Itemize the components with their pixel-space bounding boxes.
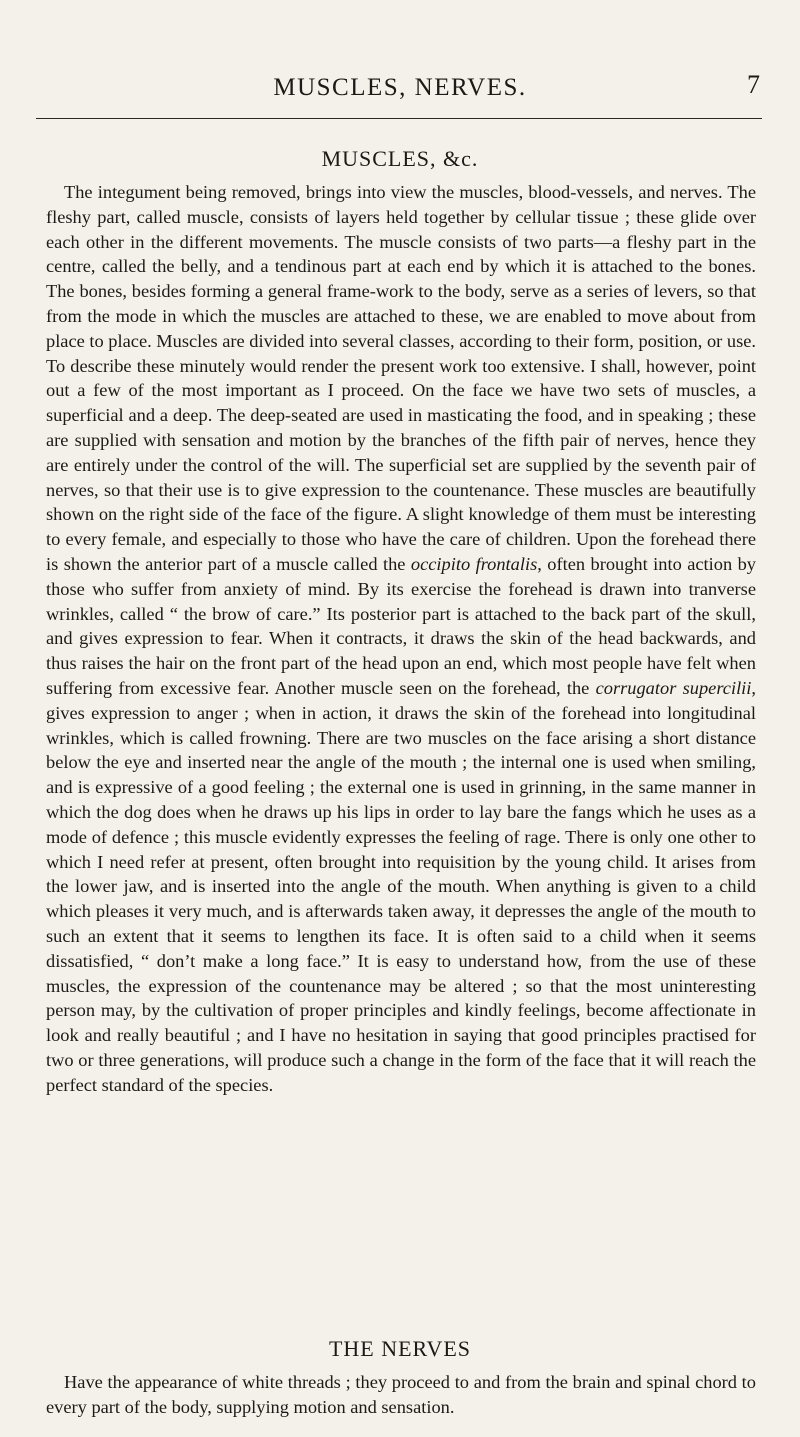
header-rule (36, 118, 762, 119)
muscles-paragraph (46, 180, 756, 1097)
latin-term: corrugator supercilii (595, 677, 752, 698)
running-title: MUSCLES, NERVES. (273, 74, 527, 101)
running-head (0, 70, 800, 114)
nerves-paragraph (46, 1370, 756, 1420)
nerves-paragraph-text: Have the appearance of white threads ; they proceed to and from the brain and spinal chord to every part of the body, supplying motion and sensation. (46, 1372, 756, 1417)
section-title-muscles: MUSCLES, &c. (321, 146, 479, 171)
page-number: 7 (747, 70, 760, 99)
section-title-nerves: THE NERVES (328, 1336, 472, 1361)
paragraph-run: , often brought into action by those who suffer from anxiety of mind. By its exercise the forehead is drawn into tranverse wrinkles, called “ the brow of care.” Its posterior part is attached to the back part of the skull, and gives expression to fear. When it contracts, it draws the skin of the head backwards, and thus raises the hair on the front part of the head upon an end, which most people have felt when suffering from excessive fear. Another muscle seen on the forehead, the (46, 553, 756, 698)
paragraph-run: The integument being removed, brings into view the muscles, blood-vessels, and nerves. The fleshy part, called muscle, consists of layers held together by cellular tissue ; these glide over each other in the different movements. The muscle consists of two parts—a fleshy part in the centre, called the belly, and a tendinous part at each end by which it is attached to the bones. The bones, besides forming a general frame-work to the body, serve as a series of levers, so that from the mode in which the muscles are attached to these, we are enabled to move about from place to place. Muscles are divided into several classes, according to their form, position, or use. To describe these minutely would render the present work too extensive. I shall, however, point out a few of the most important as I proceed. On the face we have two sets of muscles, a superficial and a deep. The deep-seated are used in masticating the food, and in speaking ; these are supplied with sensation and motion by the branches of the fifth pair of nerves, hence they are entirely under the control of the will. The superficial set are supplied by the seventh pair of nerves, so that their use is to give expression to the countenance. These muscles are beautifully shown on the right side of the face of the figure. A slight knowledge of them must be interesting to every female, and especially to those who have the care of children. Upon the forehead there is shown the anterior part of a muscle called the (46, 182, 756, 574)
paragraph-run: , gives expression to anger ; when in action, it draws the skin of the forehead into longitudinal wrinkles, which is called frowning. There are two muscles on the face arising a short distance below the eye and inserted near the angle of the mouth ; the internal one is used when smiling, and is expressive of a good feeling ; the external one is used in grinning, in the same manner in which the dog does when he draws up his lips in order to lay bare the fangs which he uses as a mode of defence ; this muscle evidently expresses the feeling of rage. There is only one other to which I need refer at present, often brought into requisition by the young child. It arises from the lower jaw, and is inserted into the angle of the mouth. When anything is given to a child which pleases it very much, and is afterwards taken away, it depresses the angle of the mouth to such an extent that it seems to lengthen its face. It is often said to a child when it seems dissatisfied, “ don’t make a long face.” It is easy to understand how, from the use of these muscles, the expression of the countenance may be altered ; so that the most uninteresting person may, by the cultivation of proper principles and kindly feelings, become affectionate in look and really beautiful ; and I have no hesitation in saying that good principles practised for two or three generations, will produce such a change in the form of the face that it will reach the perfect standard of the species. (46, 677, 757, 1095)
muscles-paragraph-text (46, 180, 756, 1097)
latin-term: occipito frontalis (410, 553, 538, 574)
